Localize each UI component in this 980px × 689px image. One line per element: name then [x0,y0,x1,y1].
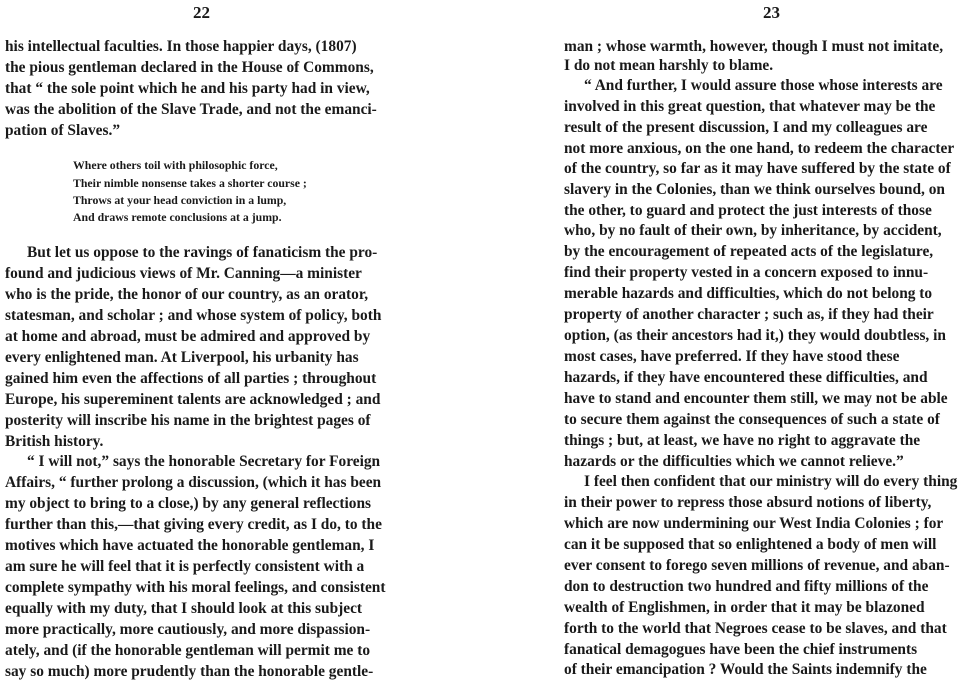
text-line: hazards or the difficulties which we cannot relieve.” [564,453,904,470]
text-line: don to destruction two hundred and fifty millions of the [564,578,929,595]
text-line: can it be supposed that so enlightened a body of men will [564,536,937,553]
page-number: 23 [763,3,780,22]
text-line: say so much) more prudently than the honorable gentle- [5,663,374,680]
text-line: But let us oppose to the ravings of fanaticism the pro- [27,244,378,261]
text-line: fanatical demagogues have been the chief instruments [564,641,918,658]
text-line: motives which have actuated the honorable gentleman, I [5,537,375,554]
text-line: statesman, and scholar ; and whose system of policy, both [5,307,382,324]
text-line: ately, and (if the honorable gentleman will permit me to [5,642,371,659]
text-line: property of another character ; such as, if they had their [564,306,934,323]
text-line: involved in this great question, that whatever may be the [564,98,936,115]
text-line: pation of Slaves.” [5,122,121,139]
text-line: of the country, so far as it may have suffered by the state of [564,160,951,177]
text-line: complete sympathy with his moral feelings, and consistent [5,579,386,596]
text-line: found and judicious views of Mr. Canning—a minister [5,265,362,282]
verse-line: Their nimble nonsense takes a shorter course ; [73,176,307,190]
text-line: posterity will inscribe his name in the brightest pages of [5,412,371,429]
text-line: am sure he will feel that it is perfectly consistent with a [5,558,365,575]
text-line: option, (as their ancestors had it,) they would doubtless, in [564,327,946,344]
text-line: who is the pride, the honor of our country, as an orator, [5,286,369,303]
right-page [490,0,980,689]
text-line: merable hazards and difficulties, which do not belong to [564,285,933,302]
page-number: 22 [193,3,210,22]
text-line: by the encouragement of repeated acts of the legislature, [564,243,934,260]
text-line: his intellectual faculties. In those happier days, (1807) [5,38,357,55]
text-line: not more anxious, on the one hand, to redeem the character [564,140,955,157]
text-line: have to stand and encounter them still, we may not be able [564,390,948,407]
text-line: in their power to repress those absurd notions of liberty, [564,494,932,511]
text-line: I do not mean harshly to blame. [564,57,774,74]
text-line: British history. [5,433,104,450]
text-line: I feel then confident that our ministry will do every thing [584,473,958,490]
text-line: every enlightened man. At Liverpool, his urbanity has [5,349,359,366]
verse-line: Throws at your head conviction in a lump, [73,193,287,207]
verse-line: Where others toil with philosophic force, [73,158,278,172]
text-line: of their emancipation ? Would the Saints indemnify the [564,661,927,678]
text-line: that “ the sole point which he and his party had in view, [5,80,370,97]
text-line: equally with my duty, that I should look at this subject [5,600,363,617]
text-line: “ I will not,” says the honorable Secretary for Foreign [27,453,381,470]
text-line: further than this,—that giving every credit, as I do, to the [5,516,382,533]
text-line: wealth of Englishmen, in order that it may be blazoned [564,599,925,616]
text-line: ever consent to forego seven millions of revenue, and aban- [564,557,950,574]
text-line: forth to the world that Negroes cease to be slaves, and that [564,620,947,637]
text-line: most cases, have preferred. If they have stood these [564,348,900,365]
text-line: hazards, if they have encountered these difficulties, and [564,369,928,386]
text-line: the other, to guard and protect the just interests of those [564,202,932,219]
text-line: gained him even the affections of all parties ; throughout [5,370,377,387]
verse-line: And draws remote conclusions at a jump. [73,210,282,224]
text-line: things ; but, at least, we have no right to aggravate the [564,432,921,449]
text-line: Affairs, “ further prolong a discussion, (which it has been [5,474,382,491]
text-line: who, by no fault of their own, by inheritance, by accident, [564,222,942,239]
text-line: my object to bring to a close,) by any general reflections [5,495,372,512]
text-line: more practically, more cautiously, and more dispassion- [5,621,371,638]
text-line: was the abolition of the Slave Trade, and not the emanci- [5,101,377,118]
text-line: result of the present discussion, I and my colleagues are [564,119,928,136]
text-line: find their property vested in a concern exposed to innu- [564,264,929,281]
text-line: the pious gentleman declared in the House of Commons, [5,59,374,76]
text-line: which are now undermining our West India Colonies ; for [564,515,944,532]
text-line: Europe, his supereminent talents are acknowledged ; and [5,391,381,408]
text-line: slavery in the Colonies, than we think ourselves bound, on [564,181,945,198]
text-line: man ; whose warmth, however, though I must not imitate, [564,38,944,55]
text-line: at home and abroad, must be admired and approved by [5,328,371,345]
text-line: to secure them against the consequences of such a state of [564,411,940,428]
text-line: “ And further, I would assure those whose interests are [584,77,943,94]
